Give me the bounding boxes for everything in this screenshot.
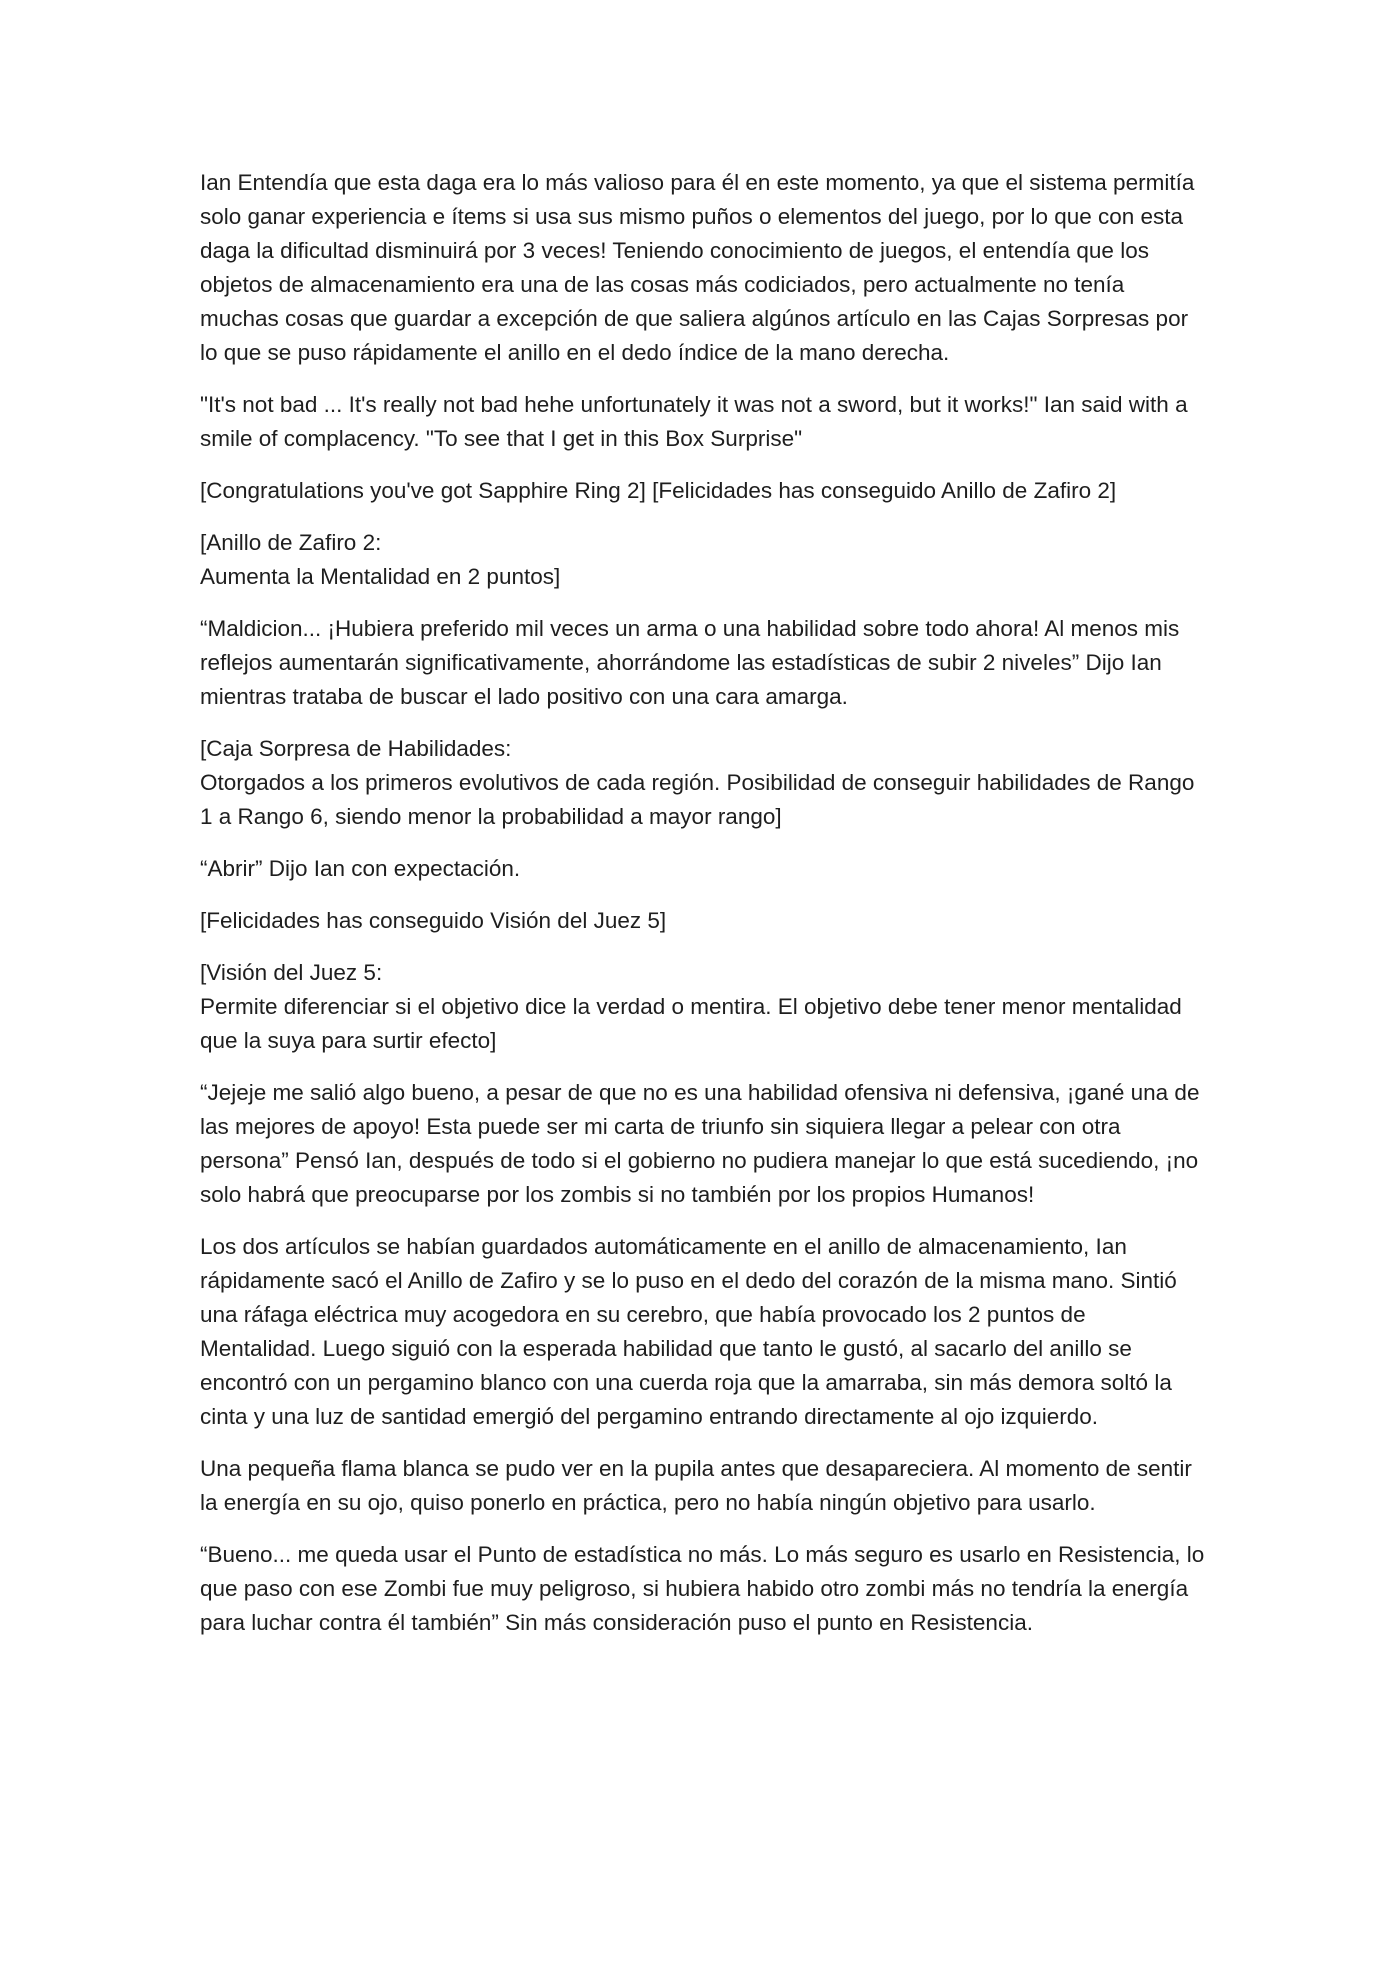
paragraph-sapphire-ring-notice: [Congratulations you've got Sapphire Ring 2] [Felicidades has conseguido Anillo de Zafiro 2] bbox=[200, 478, 1117, 503]
paragraph-bueno-quote: “Bueno... me queda usar el Punto de estadística no más. Lo más seguro es usarlo en Resistencia, lo que paso con ese Zombi fue muy peligroso, si hubiera habido otro zombi más no tendría la energía para luchar contra él también” Sin más consideración puso el punto en Resistencia. bbox=[200, 1542, 1205, 1635]
paragraph-white-flame: Una pequeña flama blanca se pudo ver en la pupila antes que desapareciera. Al momento de sentir la energía en su ojo, quiso ponerlo en práctica, pero no había ningún objetivo para usarlo. bbox=[200, 1456, 1192, 1515]
paragraph-jejeje-quote: “Jejeje me salió algo bueno, a pesar de que no es una habilidad ofensiva ni defensiva, ¡gané una de las mejores de apoyo! Esta puede ser mi carta de triunfo sin siquiera llegar a pelear con otra persona” Pensó Ian, después de todo si el gobierno no pudiera manejar lo que está sucediendo, ¡no solo habrá que preocuparse por los zombis si no también por los propios Humanos! bbox=[200, 1080, 1200, 1207]
paragraph-abrir-quote: “Abrir” Dijo Ian con expectación. bbox=[200, 856, 521, 881]
paragraph-dagger-reflection: Ian Entendía que esta daga era lo más valioso para él en este momento, ya que el sistema permitía solo ganar experiencia e ítems si usa sus mismo puños o elementos del juego, por lo que con esta daga la dificultad disminuirá por 3 veces! Teniendo conocimiento de juegos, el entendía que los objetos de almacenamiento era una de las cosas más codiciados, pero actualmente no tenía muchas cosas que guardar a excepción de que saliera algúnos artículo en las Cajas Sorpresas por lo que se puso rápidamente el anillo en el dedo índice de la mano derecha. bbox=[200, 170, 1195, 365]
paragraph-maldicion-quote: “Maldicion... ¡Hubiera preferido mil veces un arma o una habilidad sobre todo ahora! Al menos mis reflejos aumentarán significativamente, ahorrándome las estadísticas de subir 2 niveles” Dijo Ian mientras trataba de buscar el lado positivo con una cara amarga. bbox=[200, 616, 1180, 709]
paragraph-judge-vision-description: [Visión del Juez 5: Permite diferenciar si el objetivo dice la verdad o mentira. El objetivo debe tener menor mentalidad que la suya para surtir efecto] bbox=[200, 960, 1182, 1053]
paragraph-not-bad-quote: "It's not bad ... It's really not bad hehe unfortunately it was not a sword, but it works!" Ian said with a smile of complacency. "To see that I get in this Box Surprise" bbox=[200, 392, 1188, 451]
document-body bbox=[200, 166, 1205, 1658]
paragraph-sapphire-ring-description: [Anillo de Zafiro 2: Aumenta la Mentalidad en 2 puntos] bbox=[200, 530, 561, 589]
paragraph-judge-vision-notice: [Felicidades has conseguido Visión del Juez 5] bbox=[200, 908, 667, 933]
paragraph-skill-box-description: [Caja Sorpresa de Habilidades: Otorgados a los primeros evolutivos de cada región. Posibilidad de conseguir habilidades de Rango 1 a Rango 6, siendo menor la probabilidad a mayor rango] bbox=[200, 736, 1195, 829]
paragraph-items-stored: Los dos artículos se habían guardados automáticamente en el anillo de almacenamiento, Ian rápidamente sacó el Anillo de Zafiro y se lo puso en el dedo del corazón de la misma mano. Sintió una ráfaga eléctrica muy acogedora en su cerebro, que había provocado los 2 puntos de Mentalidad. Luego siguió con la esperada habilidad que tanto le gustó, al sacarlo del anillo se encontró con un pergamino blanco con una cuerda roja que la amarraba, sin más demora soltó la cinta y una luz de santidad emergió del pergamino entrando directamente al ojo izquierdo. bbox=[200, 1234, 1177, 1429]
